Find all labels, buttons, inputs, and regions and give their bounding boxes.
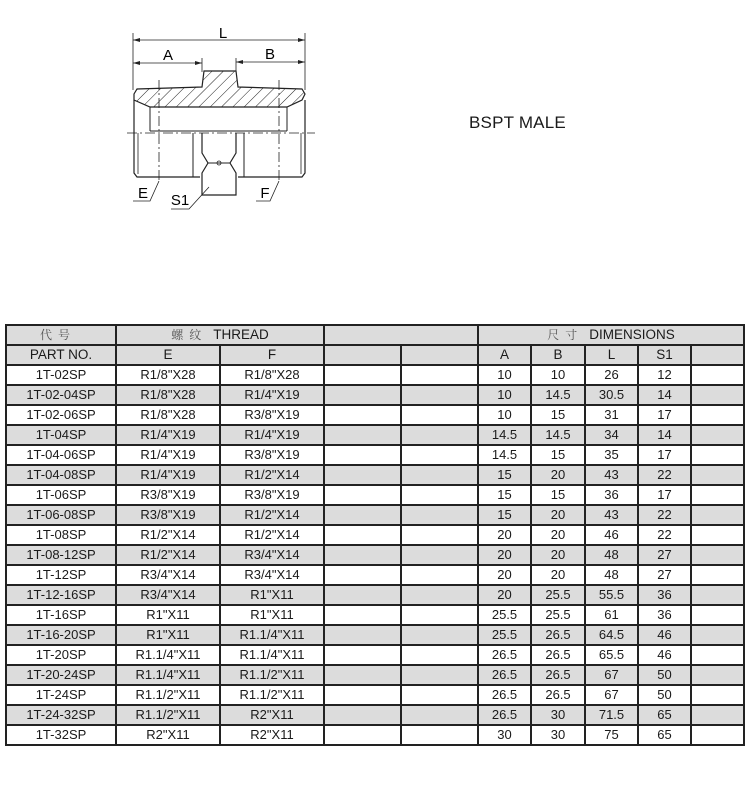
blank-cell bbox=[401, 625, 478, 645]
part-no-cell: 1T-16-20SP bbox=[6, 625, 116, 645]
dim-b-cell: 26.5 bbox=[531, 645, 585, 665]
blank-cell bbox=[324, 565, 401, 585]
label-A: A bbox=[162, 47, 174, 64]
thread-e-cell: R1/2"X14 bbox=[116, 525, 220, 545]
dim-l-cell: 43 bbox=[585, 505, 638, 525]
blank-cell bbox=[691, 445, 744, 465]
dim-a-cell: 26.5 bbox=[478, 665, 531, 685]
table-row bbox=[6, 705, 744, 725]
dim-l-cell: 67 bbox=[585, 665, 638, 685]
dim-a-cell: 20 bbox=[478, 525, 531, 545]
dim-b-cell: 14.5 bbox=[531, 385, 585, 405]
blank-cell bbox=[324, 405, 401, 425]
dimensions-header: 尺寸 DIMENSIONS bbox=[478, 325, 744, 345]
blank-cell bbox=[691, 485, 744, 505]
blank-cell bbox=[691, 685, 744, 705]
part-no-cell: 1T-20SP bbox=[6, 645, 116, 665]
thread-e-cell: R3/8"X19 bbox=[116, 505, 220, 525]
thread-e-cell: R1.1/4"X11 bbox=[116, 665, 220, 685]
dim-a-cell: 10 bbox=[478, 405, 531, 425]
dim-s1-cell: 22 bbox=[638, 525, 691, 545]
dim-a-cell: 20 bbox=[478, 565, 531, 585]
label-B: B bbox=[264, 46, 276, 63]
thread-f-cell: R2"X11 bbox=[220, 725, 324, 745]
part-no-cell: 1T-02-06SP bbox=[6, 405, 116, 425]
dim-s1-cell: 46 bbox=[638, 625, 691, 645]
blank-cell bbox=[324, 485, 401, 505]
dim-b-cell: 30 bbox=[531, 725, 585, 745]
label-E: E bbox=[137, 185, 149, 202]
blank-cell bbox=[691, 365, 744, 385]
dim-b-cell: 15 bbox=[531, 485, 585, 505]
dim-a-cell: 25.5 bbox=[478, 605, 531, 625]
thread-e-cell: R1"X11 bbox=[116, 625, 220, 645]
blank-cell bbox=[691, 585, 744, 605]
dim-b-cell: 15 bbox=[531, 445, 585, 465]
thread-e-cell: R1.1/4"X11 bbox=[116, 645, 220, 665]
thread-e-cell: R3/4"X14 bbox=[116, 565, 220, 585]
thread-f-cell: R3/8"X19 bbox=[220, 405, 324, 425]
blank-cell bbox=[691, 425, 744, 445]
blank-cell bbox=[324, 385, 401, 405]
col-header-s1: S1 bbox=[638, 345, 691, 365]
blank-cell bbox=[324, 625, 401, 645]
col-header-e: E bbox=[116, 345, 220, 365]
dim-a-cell: 10 bbox=[478, 385, 531, 405]
dim-l-cell: 48 bbox=[585, 565, 638, 585]
part-no-cell: 1T-04-08SP bbox=[6, 465, 116, 485]
blank-cell bbox=[691, 505, 744, 525]
part-no-cn-header: 代号 bbox=[6, 325, 116, 345]
blank-cell bbox=[401, 525, 478, 545]
part-no-cell: 1T-06-08SP bbox=[6, 505, 116, 525]
header-row-1 bbox=[6, 325, 744, 345]
blank-cell bbox=[691, 625, 744, 645]
blank-cell bbox=[401, 485, 478, 505]
dim-b-cell: 14.5 bbox=[531, 425, 585, 445]
part-no-cell: 1T-04-06SP bbox=[6, 445, 116, 465]
blank-cell bbox=[324, 525, 401, 545]
blank-cell bbox=[324, 685, 401, 705]
dim-b-cell: 20 bbox=[531, 545, 585, 565]
col-header-l: L bbox=[585, 345, 638, 365]
table-row bbox=[6, 445, 744, 465]
blank-cell bbox=[324, 545, 401, 565]
dim-b-cell: 15 bbox=[531, 405, 585, 425]
blank-cell bbox=[691, 545, 744, 565]
dim-l-cell: 64.5 bbox=[585, 625, 638, 645]
blank-header bbox=[324, 325, 478, 345]
part-no-cell: 1T-24SP bbox=[6, 685, 116, 705]
label-F: F bbox=[260, 185, 270, 202]
blank-cell bbox=[324, 585, 401, 605]
thread-e-cell: R1/8"X28 bbox=[116, 385, 220, 405]
dim-a-cell: 10 bbox=[478, 365, 531, 385]
thread-f-cell: R1.1/4"X11 bbox=[220, 625, 324, 645]
thread-e-cell: R3/4"X14 bbox=[116, 585, 220, 605]
table-row bbox=[6, 465, 744, 485]
dim-l-cell: 61 bbox=[585, 605, 638, 625]
dim-s1-cell: 17 bbox=[638, 485, 691, 505]
table-row bbox=[6, 505, 744, 525]
blank-cell bbox=[691, 465, 744, 485]
thread-f-cell: R1.1/2"X11 bbox=[220, 685, 324, 705]
blank-cell bbox=[691, 665, 744, 685]
blank-cell bbox=[691, 385, 744, 405]
col-header-b: B bbox=[531, 345, 585, 365]
blank-cell bbox=[401, 605, 478, 625]
dim-s1-cell: 22 bbox=[638, 465, 691, 485]
dim-b-cell: 20 bbox=[531, 505, 585, 525]
dim-s1-cell: 65 bbox=[638, 705, 691, 725]
part-no-cell: 1T-24-32SP bbox=[6, 705, 116, 725]
thread-f-cell: R1"X11 bbox=[220, 585, 324, 605]
thread-e-cell: R1/8"X28 bbox=[116, 365, 220, 385]
col-header-blank-3 bbox=[691, 345, 744, 365]
dim-a-cell: 20 bbox=[478, 585, 531, 605]
label-L: L bbox=[218, 25, 228, 42]
dim-s1-cell: 50 bbox=[638, 685, 691, 705]
table-row bbox=[6, 545, 744, 565]
blank-cell bbox=[324, 705, 401, 725]
dim-l-cell: 71.5 bbox=[585, 705, 638, 725]
dim-l-cell: 30.5 bbox=[585, 385, 638, 405]
part-no-cell: 1T-04SP bbox=[6, 425, 116, 445]
part-no-cell: 1T-16SP bbox=[6, 605, 116, 625]
col-header-blank-1 bbox=[324, 345, 401, 365]
dim-s1-cell: 36 bbox=[638, 585, 691, 605]
fitting-drawing bbox=[120, 20, 320, 210]
dim-l-cell: 43 bbox=[585, 465, 638, 485]
blank-cell bbox=[691, 525, 744, 545]
part-no-cell: 1T-12SP bbox=[6, 565, 116, 585]
dim-b-cell: 20 bbox=[531, 565, 585, 585]
thread-f-cell: R3/4"X14 bbox=[220, 545, 324, 565]
dim-l-cell: 31 bbox=[585, 405, 638, 425]
dim-b-cell: 10 bbox=[531, 365, 585, 385]
thread-f-cell: R1.1/4"X11 bbox=[220, 645, 324, 665]
dim-s1-cell: 36 bbox=[638, 605, 691, 625]
table-row bbox=[6, 405, 744, 425]
dim-b-cell: 26.5 bbox=[531, 685, 585, 705]
blank-cell bbox=[401, 425, 478, 445]
dim-a-cell: 15 bbox=[478, 505, 531, 525]
thread-f-cell: R1/2"X14 bbox=[220, 505, 324, 525]
dim-a-cell: 14.5 bbox=[478, 445, 531, 465]
thread-e-cell: R1/8"X28 bbox=[116, 405, 220, 425]
label-S1: S1 bbox=[170, 192, 190, 209]
thread-e-cell: R1/2"X14 bbox=[116, 545, 220, 565]
thread-e-cell: R1.1/2"X11 bbox=[116, 705, 220, 725]
dim-s1-cell: 14 bbox=[638, 425, 691, 445]
dim-l-cell: 26 bbox=[585, 365, 638, 385]
table-row bbox=[6, 665, 744, 685]
table-row bbox=[6, 685, 744, 705]
thread-header: 螺纹 THREAD bbox=[116, 325, 324, 345]
spec-table bbox=[5, 324, 745, 746]
header-row-2 bbox=[6, 345, 744, 365]
table-row bbox=[6, 385, 744, 405]
part-no-cell: 1T-32SP bbox=[6, 725, 116, 745]
thread-f-cell: R3/4"X14 bbox=[220, 565, 324, 585]
part-no-cell: 1T-02-04SP bbox=[6, 385, 116, 405]
part-no-cell: 1T-12-16SP bbox=[6, 585, 116, 605]
dim-l-cell: 34 bbox=[585, 425, 638, 445]
dim-b-cell: 20 bbox=[531, 525, 585, 545]
dim-l-cell: 46 bbox=[585, 525, 638, 545]
blank-cell bbox=[401, 705, 478, 725]
dim-a-cell: 26.5 bbox=[478, 685, 531, 705]
thread-f-cell: R1/4"X19 bbox=[220, 425, 324, 445]
blank-cell bbox=[691, 705, 744, 725]
table-row bbox=[6, 365, 744, 385]
dim-s1-cell: 50 bbox=[638, 665, 691, 685]
blank-cell bbox=[324, 725, 401, 745]
blank-cell bbox=[401, 505, 478, 525]
thread-f-cell: R1/8"X28 bbox=[220, 365, 324, 385]
blank-cell bbox=[324, 425, 401, 445]
thread-e-cell: R1/4"X19 bbox=[116, 425, 220, 445]
thread-f-cell: R1/2"X14 bbox=[220, 525, 324, 545]
dim-l-cell: 65.5 bbox=[585, 645, 638, 665]
thread-e-cell: R2"X11 bbox=[116, 725, 220, 745]
dim-a-cell: 26.5 bbox=[478, 705, 531, 725]
table-row bbox=[6, 525, 744, 545]
dim-l-cell: 75 bbox=[585, 725, 638, 745]
table-row bbox=[6, 565, 744, 585]
thread-f-cell: R1/2"X14 bbox=[220, 465, 324, 485]
dim-a-cell: 15 bbox=[478, 465, 531, 485]
blank-cell bbox=[324, 645, 401, 665]
blank-cell bbox=[401, 565, 478, 585]
blank-cell bbox=[324, 505, 401, 525]
table-row bbox=[6, 425, 744, 445]
blank-cell bbox=[691, 645, 744, 665]
dim-b-cell: 30 bbox=[531, 705, 585, 725]
thread-e-cell: R1"X11 bbox=[116, 605, 220, 625]
thread-f-cell: R1.1/2"X11 bbox=[220, 665, 324, 685]
blank-cell bbox=[401, 385, 478, 405]
thread-f-cell: R1/4"X19 bbox=[220, 385, 324, 405]
col-header-a: A bbox=[478, 345, 531, 365]
thread-e-cell: R1/4"X19 bbox=[116, 445, 220, 465]
dim-b-cell: 26.5 bbox=[531, 625, 585, 645]
blank-cell bbox=[401, 665, 478, 685]
blank-cell bbox=[401, 445, 478, 465]
dim-s1-cell: 22 bbox=[638, 505, 691, 525]
dim-s1-cell: 46 bbox=[638, 645, 691, 665]
blank-cell bbox=[324, 665, 401, 685]
table-row bbox=[6, 645, 744, 665]
dim-s1-cell: 17 bbox=[638, 445, 691, 465]
part-no-cell: 1T-20-24SP bbox=[6, 665, 116, 685]
thread-f-cell: R3/8"X19 bbox=[220, 445, 324, 465]
dim-l-cell: 67 bbox=[585, 685, 638, 705]
part-no-cell: 1T-08-12SP bbox=[6, 545, 116, 565]
dim-b-cell: 25.5 bbox=[531, 605, 585, 625]
dim-l-cell: 55.5 bbox=[585, 585, 638, 605]
table-row bbox=[6, 605, 744, 625]
blank-cell bbox=[324, 445, 401, 465]
thread-e-cell: R1/4"X19 bbox=[116, 465, 220, 485]
dim-b-cell: 20 bbox=[531, 465, 585, 485]
blank-cell bbox=[401, 365, 478, 385]
blank-cell bbox=[324, 605, 401, 625]
blank-cell bbox=[691, 725, 744, 745]
thread-f-cell: R3/8"X19 bbox=[220, 485, 324, 505]
blank-cell bbox=[691, 405, 744, 425]
thread-e-cell: R1.1/2"X11 bbox=[116, 685, 220, 705]
thread-f-cell: R1"X11 bbox=[220, 605, 324, 625]
blank-cell bbox=[324, 365, 401, 385]
blank-cell bbox=[401, 545, 478, 565]
table-row bbox=[6, 625, 744, 645]
dim-s1-cell: 65 bbox=[638, 725, 691, 745]
dim-s1-cell: 27 bbox=[638, 545, 691, 565]
part-no-cell: 1T-06SP bbox=[6, 485, 116, 505]
blank-cell bbox=[401, 465, 478, 485]
dim-l-cell: 48 bbox=[585, 545, 638, 565]
dim-a-cell: 26.5 bbox=[478, 645, 531, 665]
blank-cell bbox=[401, 585, 478, 605]
dim-a-cell: 14.5 bbox=[478, 425, 531, 445]
thread-e-cell: R3/8"X19 bbox=[116, 485, 220, 505]
blank-cell bbox=[691, 605, 744, 625]
thread-f-cell: R2"X11 bbox=[220, 705, 324, 725]
dim-b-cell: 25.5 bbox=[531, 585, 585, 605]
col-header-blank-2 bbox=[401, 345, 478, 365]
dim-a-cell: 25.5 bbox=[478, 625, 531, 645]
blank-cell bbox=[401, 685, 478, 705]
table-row bbox=[6, 585, 744, 605]
dim-a-cell: 30 bbox=[478, 725, 531, 745]
part-no-cell: 1T-08SP bbox=[6, 525, 116, 545]
dim-l-cell: 36 bbox=[585, 485, 638, 505]
blank-cell bbox=[401, 725, 478, 745]
table-row bbox=[6, 725, 744, 745]
blank-cell bbox=[691, 565, 744, 585]
dim-s1-cell: 14 bbox=[638, 385, 691, 405]
dim-b-cell: 26.5 bbox=[531, 665, 585, 685]
product-title: BSPT MALE bbox=[469, 113, 566, 132]
dim-s1-cell: 27 bbox=[638, 565, 691, 585]
blank-cell bbox=[401, 645, 478, 665]
table-row bbox=[6, 485, 744, 505]
col-header-f: F bbox=[220, 345, 324, 365]
dim-s1-cell: 12 bbox=[638, 365, 691, 385]
dim-a-cell: 20 bbox=[478, 545, 531, 565]
dim-a-cell: 15 bbox=[478, 485, 531, 505]
part-no-header: PART NO. bbox=[6, 345, 116, 365]
dim-s1-cell: 17 bbox=[638, 405, 691, 425]
blank-cell bbox=[401, 405, 478, 425]
dim-l-cell: 35 bbox=[585, 445, 638, 465]
part-no-cell: 1T-02SP bbox=[6, 365, 116, 385]
blank-cell bbox=[324, 465, 401, 485]
